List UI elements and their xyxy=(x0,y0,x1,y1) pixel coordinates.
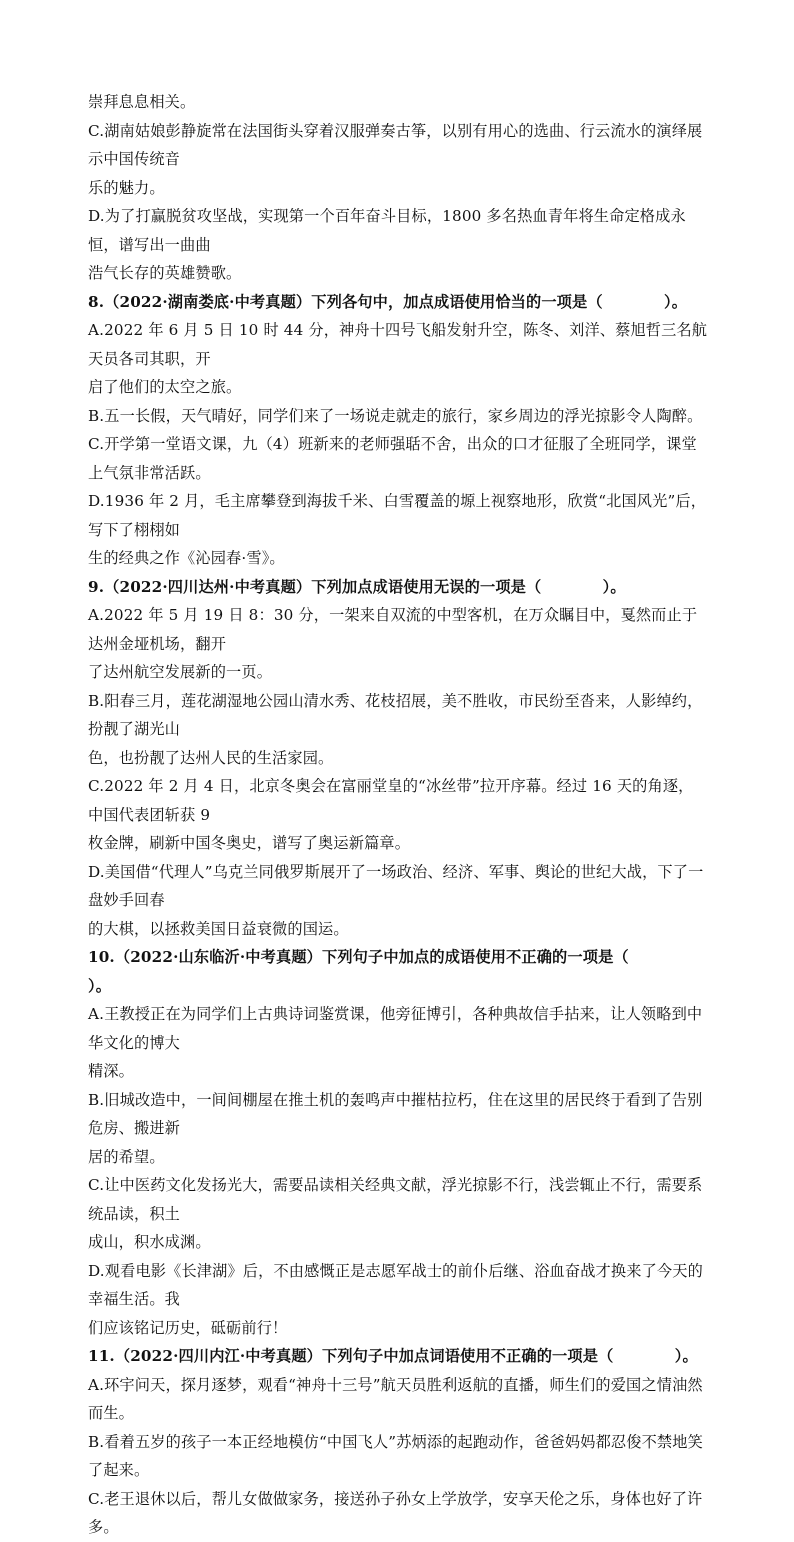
text-line: 浩气长存的英雄赞歌。 xyxy=(88,264,242,282)
text-line: D.为了打赢脱贫攻坚战，实现第一个百年奋斗目标，1800 多名热血青年将生命定格成永恒，谱写出一曲曲 xyxy=(88,207,686,254)
text-line: B.五一长假，天气晴好，同学们来了一场说走就走的旅行，家乡周边的浮光掠影令人陶醉。 xyxy=(88,406,703,425)
text-line: D.观看电影《长津湖》后，不由感慨正是志愿军战士的前仆后继、浴血奋战才换来了今天的幸福生活。我 xyxy=(88,1261,703,1308)
text-line: 崇拜息息相关。 xyxy=(88,93,196,111)
question-heading: 10.（2022·山东临沂·中考真题）下列句子中加点的成语使用不正确的一项是（ ）。 xyxy=(88,948,691,995)
question-heading: 8.（2022·湖南娄底·中考真题）下列各句中，加点成语使用恰当的一项是（ ）。 xyxy=(88,292,688,311)
text-line: B.看着五岁的孩子一本正经地模仿“中国飞人”苏炳添的起跑动作，爸爸妈妈都忍俊不禁地笑了起来。 xyxy=(88,1432,703,1479)
text-line: 生的经典之作《沁园春·雪》。 xyxy=(88,549,285,567)
text-line: C.湖南姑娘彭静旋常在法国街头穿着汉服弹奏古筝，以别有用心的选曲、行云流水的演绎展示中国传统音 xyxy=(88,121,703,168)
text-line: A.环宇问天，探月逐梦，观看“神舟十三号”航天员胜利返航的直播，师生们的爱国之情油然而生。 xyxy=(88,1375,703,1422)
text-line: 枚金牌，刷新中国冬奥史，谱写了奥运新篇章。 xyxy=(88,834,411,852)
text-line: A.2022 年 6 月 5 日 10 时 44 分，神舟十四号飞船发射升空，陈冬、刘洋、蔡旭哲三名航天员各司其职，开 xyxy=(88,321,708,368)
text-line: 启了他们的太空之旅。 xyxy=(88,378,242,396)
text-line: D.1936 年 2 月，毛主席攀登到海拔千米、白雪覆盖的塬上视察地形，欣赏“北国风光”后，写下了栩栩如 xyxy=(88,492,707,539)
text-line: B.旧城改造中，一间间棚屋在推土机的轰鸣声中摧枯拉朽，住在这里的居民终于看到了告别危房、搬进新 xyxy=(88,1090,703,1137)
text-line: 的大棋，以拯救美国日益衰微的国运。 xyxy=(88,919,349,938)
text-line: C.2022 年 2 月 4 日，北京冬奥会在富丽堂皇的“冰丝带”拉开序幕。经过 16 天的角逐，中国代表团斩获 9 xyxy=(88,777,694,824)
text-line: 们应该铭记历史，砥砺前行！ xyxy=(88,1318,288,1337)
question-heading: 9.（2022·四川达州·中考真题）下列加点成语使用无误的一项是（ ）。 xyxy=(88,577,626,596)
text-line: C.开学第一堂语文课，九（4）班新来的老师强聒不舍，出众的口才征服了全班同学，课堂上气氛非常活跃。 xyxy=(88,435,697,482)
text-line: 成山，积水成渊。 xyxy=(88,1233,211,1251)
text-line: 精深。 xyxy=(88,1062,135,1080)
document-body xyxy=(88,88,708,1542)
text-line: 了达州航空发展新的一页。 xyxy=(88,663,273,681)
text-line: B.阳春三月，莲花湖湿地公园山清水秀、花枝招展，美不胜收，市民纷至沓来，人影绰约，扮靓了湖光山 xyxy=(88,691,703,738)
text-line: A.2022 年 5 月 19 日 8：30 分，一架来自双流的中型客机，在万众瞩目中，戛然而止于达州金垭机场，翻开 xyxy=(88,606,698,653)
question-heading: 11.（2022·四川内江·中考真题）下列句子中加点词语使用不正确的一项是（ ）。 xyxy=(88,1347,698,1365)
text-line: 居的希望。 xyxy=(88,1147,165,1166)
text-line: C.让中医药文化发扬光大，需要品读相关经典文献，浮光掠影不行，浅尝辄止不行，需要系统品读，积土 xyxy=(88,1176,703,1223)
text-line: 乐的魅力。 xyxy=(88,178,165,197)
text-line: D.美国借“代理人”乌克兰同俄罗斯展开了一场政治、经济、军事、舆论的世纪大战，下了一盘妙手回春 xyxy=(88,862,704,909)
text-line: A.王教授正在为同学们上古典诗词鉴赏课，他旁征博引，各种典故信手拈来，让人领略到中华文化的博大 xyxy=(88,1005,703,1052)
text-line: 色，也扮靓了达州人民的生活家园。 xyxy=(88,748,334,767)
text-line: C.老王退休以后，帮儿女做做家务，接送孙子孙女上学放学，安享天伦之乐，身体也好了许多。 xyxy=(88,1489,703,1536)
